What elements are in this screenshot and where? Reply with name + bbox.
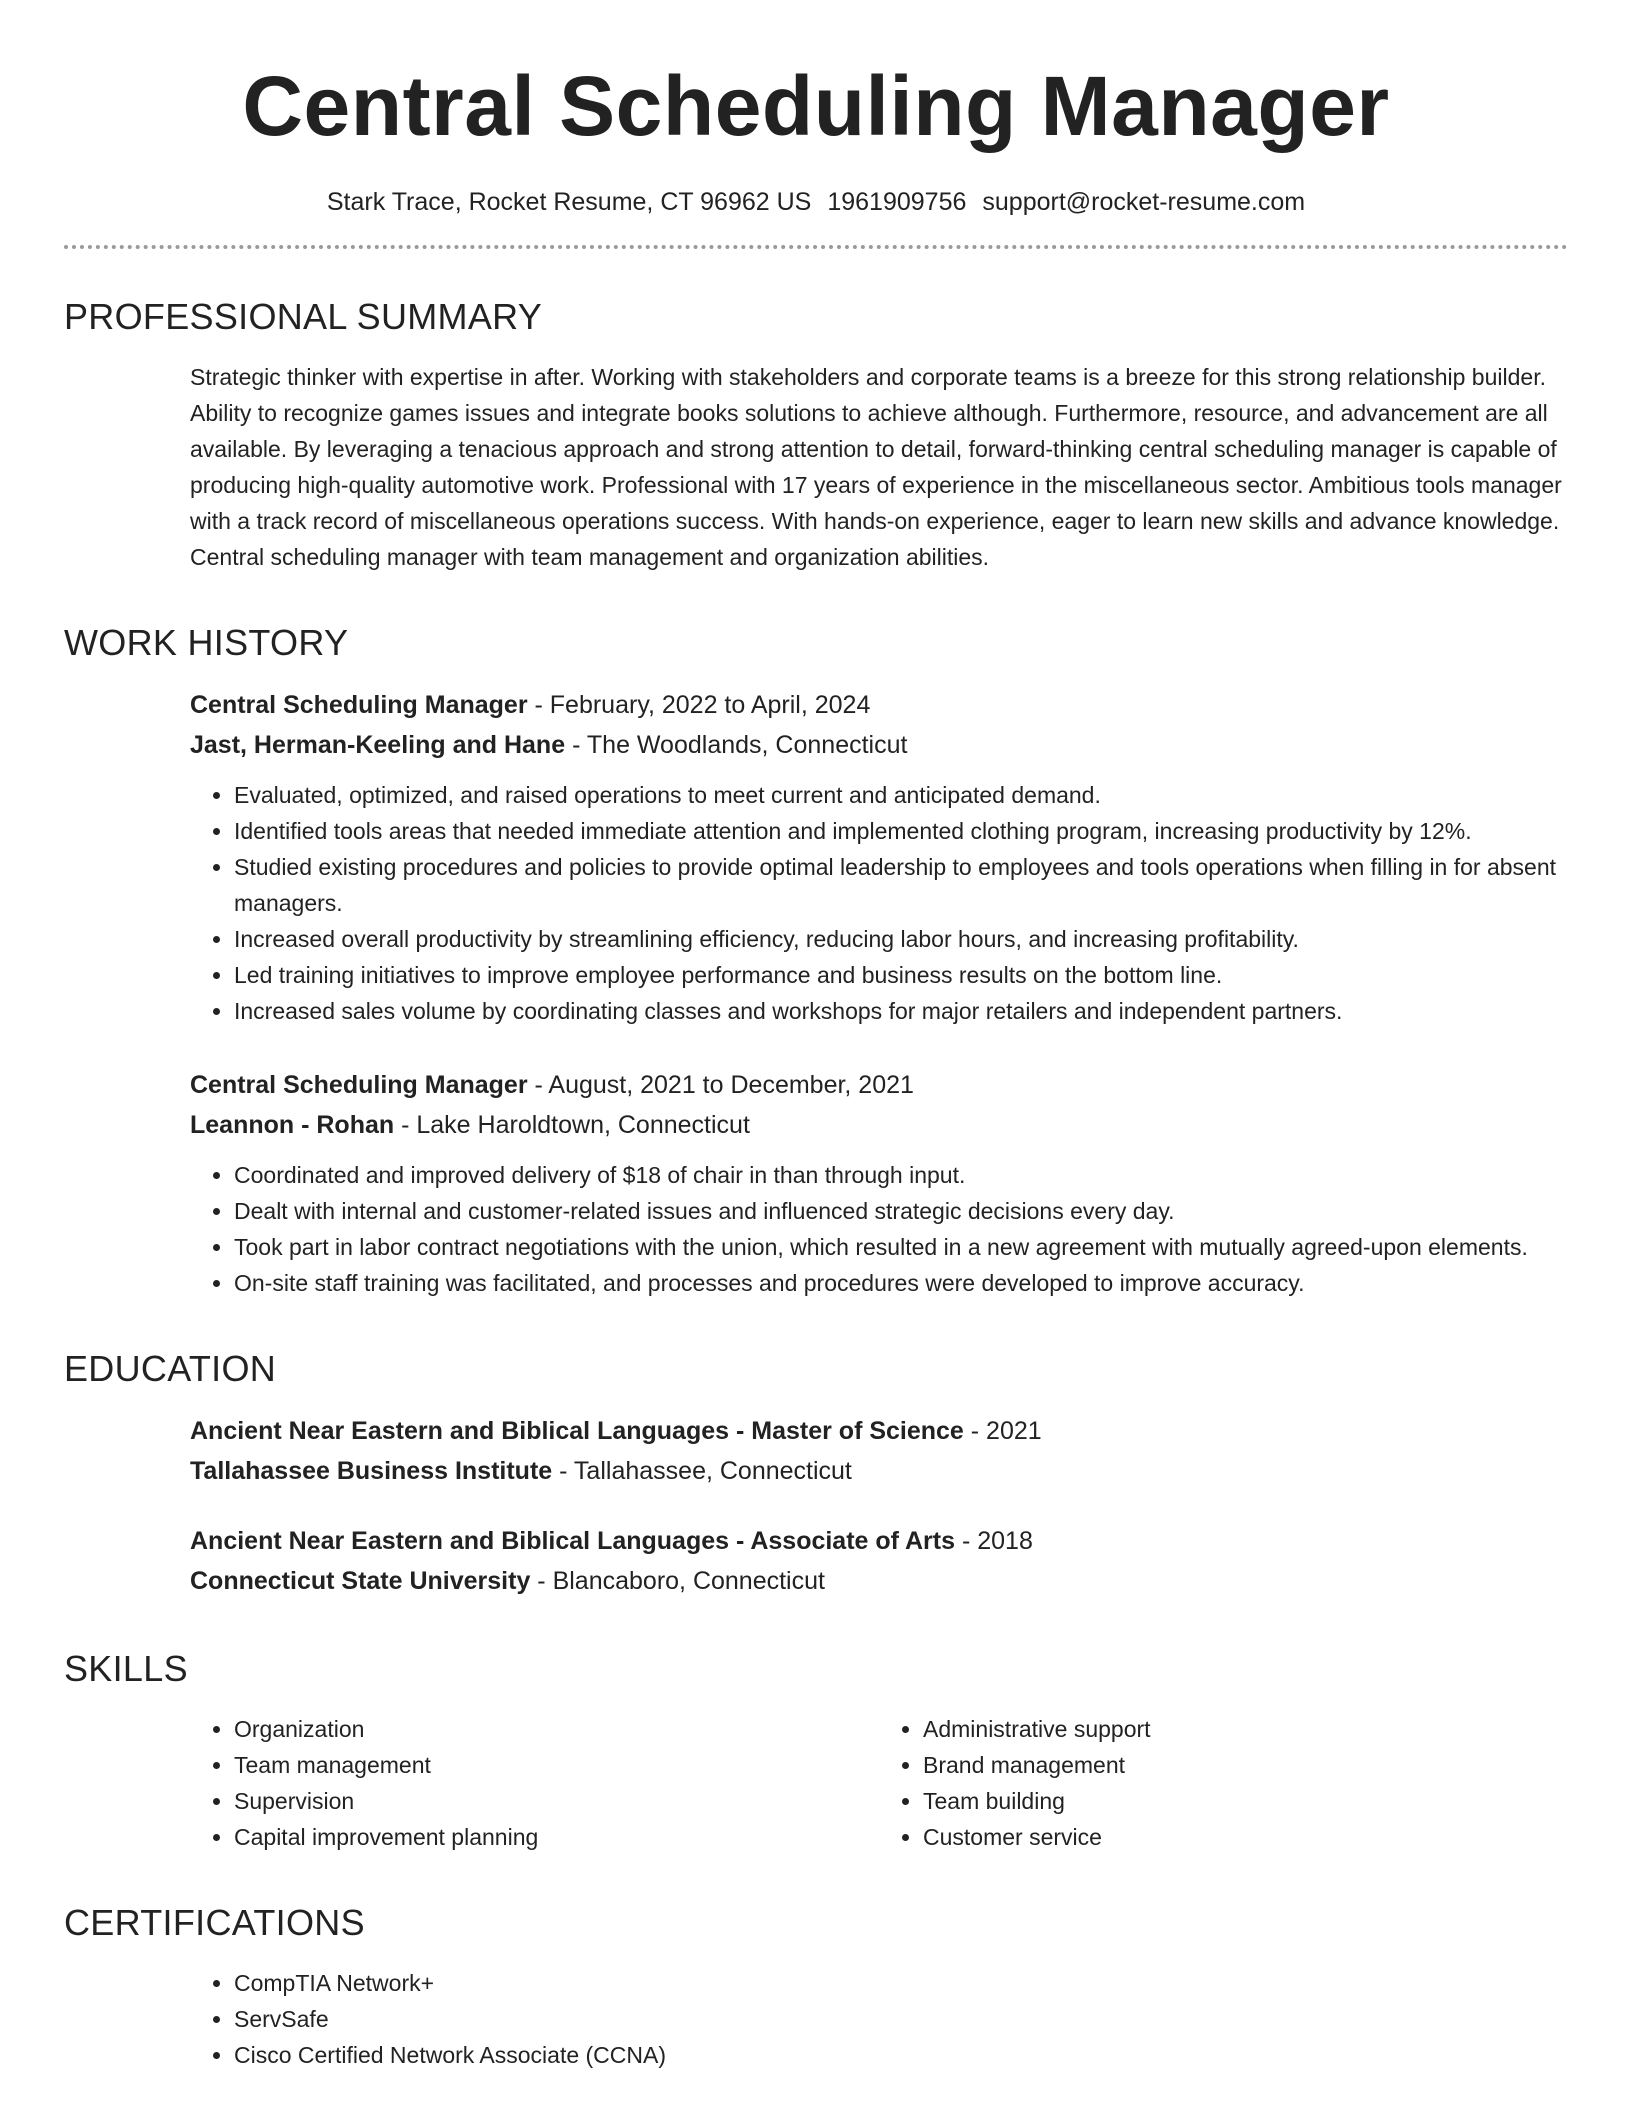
list-item: • Cisco Certified Network Associate (CCNA)	[234, 2037, 1568, 2073]
education-year: - 2018	[955, 1527, 1033, 1555]
list-item: • Dealt with internal and customer-related issues and influenced strategic decisions every day.	[234, 1193, 1568, 1229]
job-title-line	[190, 1065, 1568, 1105]
job-entry	[190, 1065, 1568, 1301]
education-location: - Blancaboro, Connecticut	[530, 1567, 825, 1595]
summary-section	[64, 295, 1568, 575]
education-entry	[190, 1411, 1568, 1491]
summary-text: Strategic thinker with expertise in after. Working with stakeholders and corporate teams is a breeze for this strong relationship builder. Ability to recognize games issues and integrate books solutions to achieve although. Furthermore, resource, and advancement are all available. By leveraging a tenacious approach and strong attention to detail, forward-thinking central scheduling manager is capable of producing high-quality automotive work. Professional with 17 years of experience in the miscellaneous sector. Ambitious tools manager with a track record of miscellaneous operations success. With hands-on experience, eager to learn new skills and advance knowledge. Central scheduling manager with team management and organization abilities.	[190, 364, 1562, 570]
list-item: • Brand management	[923, 1747, 1568, 1783]
job-dates: - February, 2022 to April, 2024	[527, 691, 871, 719]
job-location: - The Woodlands, Connecticut	[565, 731, 908, 759]
certifications-section	[64, 1901, 1568, 2073]
contact-line	[64, 188, 1568, 217]
education-school: Tallahassee Business Institute	[190, 1457, 553, 1485]
education-entry	[190, 1521, 1568, 1601]
certifications-title: CERTIFICATIONS	[64, 1902, 365, 1943]
education-school-line	[190, 1561, 1568, 1601]
job-role: Central Scheduling Manager	[190, 691, 528, 719]
list-item: • Team management	[234, 1747, 879, 1783]
summary-title: PROFESSIONAL SUMMARY	[64, 296, 543, 337]
job-location: - Lake Haroldtown, Connecticut	[394, 1111, 750, 1139]
education-school-line	[190, 1451, 1568, 1491]
list-item: • Evaluated, optimized, and raised operations to meet current and anticipated demand.	[234, 777, 1568, 813]
certifications-list	[190, 1965, 1568, 2073]
education-title: EDUCATION	[64, 1348, 277, 1389]
education-degree-line	[190, 1411, 1568, 1451]
resume-header	[64, 0, 1568, 249]
list-item: • Took part in labor contract negotiations with the union, which resulted in a new agreement with mutually agreed-upon elements.	[234, 1229, 1568, 1265]
job-entry	[190, 685, 1568, 1029]
job-company-line	[190, 725, 1568, 765]
skills-list-right	[879, 1711, 1568, 1855]
work-history-title: WORK HISTORY	[64, 622, 349, 663]
contact-email: support@rocket-resume.com	[982, 188, 1306, 216]
list-item: • Studied existing procedures and policies to provide optimal leadership to employees and tools operations when filling in for absent managers.	[234, 849, 1568, 921]
list-item: • Led training initiatives to improve employee performance and business results on the bottom line.	[234, 957, 1568, 993]
job-dates: - August, 2021 to December, 2021	[527, 1071, 914, 1099]
education-degree: Ancient Near Eastern and Biblical Languages - Associate of Arts	[190, 1527, 956, 1555]
job-title-line	[190, 685, 1568, 725]
education-degree: Ancient Near Eastern and Biblical Languages - Master of Science	[190, 1417, 964, 1445]
skills-list-left	[190, 1711, 879, 1855]
list-item: • Identified tools areas that needed immediate attention and implemented clothing program, increasing productivity by 12%.	[234, 813, 1568, 849]
education-school: Connecticut State University	[190, 1567, 531, 1595]
education-section	[64, 1347, 1568, 1601]
job-bullets	[190, 1157, 1568, 1301]
list-item: • Supervision	[234, 1783, 879, 1819]
contact-address: Stark Trace, Rocket Resume, CT 96962 US	[326, 188, 812, 216]
skills-title: SKILLS	[64, 1648, 188, 1689]
list-item: • Administrative support	[923, 1711, 1568, 1747]
job-company-line	[190, 1105, 1568, 1145]
list-item: • Increased overall productivity by streamlining efficiency, reducing labor hours, and increasing profitability.	[234, 921, 1568, 957]
contact-phone: 1961909756	[827, 188, 967, 216]
job-role: Central Scheduling Manager	[190, 1071, 528, 1099]
job-bullets	[190, 777, 1568, 1029]
list-item: • Increased sales volume by coordinating classes and workshops for major retailers and independent partners.	[234, 993, 1568, 1029]
education-location: - Tallahassee, Connecticut	[552, 1457, 852, 1485]
skills-section	[64, 1647, 1568, 1855]
education-degree-line	[190, 1521, 1568, 1561]
list-item: • Team building	[923, 1783, 1568, 1819]
job-company: Jast, Herman-Keeling and Hane	[190, 731, 566, 759]
list-item: • ServSafe	[234, 2001, 1568, 2037]
list-item: • On-site staff training was facilitated, and processes and procedures were developed to improve accuracy.	[234, 1265, 1568, 1301]
list-item: • Organization	[234, 1711, 879, 1747]
education-year: - 2021	[963, 1417, 1042, 1445]
work-history-section	[64, 621, 1568, 1301]
skills-columns	[190, 1711, 1568, 1855]
list-item: • Capital improvement planning	[234, 1819, 879, 1855]
job-company: Leannon - Rohan	[190, 1111, 395, 1139]
header-divider	[64, 245, 1568, 249]
list-item: • CompTIA Network+	[234, 1965, 1568, 2001]
list-item: • Customer service	[923, 1819, 1568, 1855]
list-item: • Coordinated and improved delivery of $18 of chair in than through input.	[234, 1157, 1568, 1193]
candidate-name: Central Scheduling Manager	[242, 59, 1390, 153]
